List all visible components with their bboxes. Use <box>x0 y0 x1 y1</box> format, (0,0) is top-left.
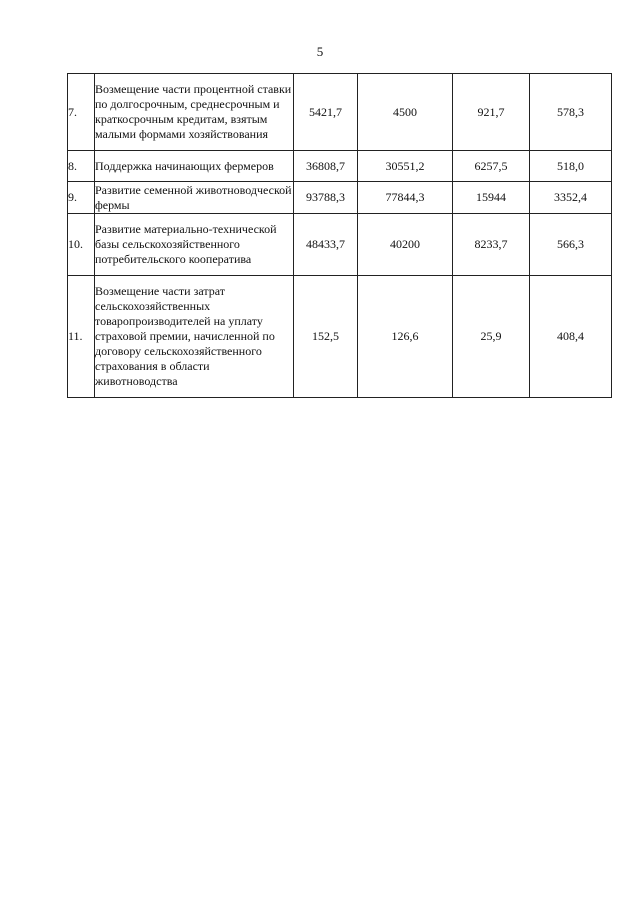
table-row <box>68 276 612 398</box>
value-col4: 566,3 <box>530 214 612 276</box>
value-col2: 30551,2 <box>358 151 453 182</box>
table-row <box>68 74 612 151</box>
row-number: 10. <box>68 214 95 276</box>
value-col3: 921,7 <box>453 74 530 151</box>
value-col3: 8233,7 <box>453 214 530 276</box>
value-col2: 40200 <box>358 214 453 276</box>
value-col3: 15944 <box>453 182 530 214</box>
row-name: Возмещение части процентной ставки по долгосрочным, среднесрочным и краткосрочным кредитам, взятым малыми формами хозяйствования <box>95 74 294 151</box>
row-name: Развитие материально-технической базы сельскохозяйственного потребительского кооператива <box>95 214 294 276</box>
value-total: 48433,7 <box>294 214 358 276</box>
value-col2: 126,6 <box>358 276 453 398</box>
value-col2: 4500 <box>358 74 453 151</box>
table-row <box>68 151 612 182</box>
table-row <box>68 214 612 276</box>
row-number: 7. <box>68 74 95 151</box>
value-total: 5421,7 <box>294 74 358 151</box>
page-number: 5 <box>316 44 324 59</box>
value-col3: 6257,5 <box>453 151 530 182</box>
value-total: 152,5 <box>294 276 358 398</box>
value-total: 93788,3 <box>294 182 358 214</box>
data-table <box>67 73 612 398</box>
row-name: Развитие семенной животноводческой фермы <box>95 182 292 212</box>
value-col4: 578,3 <box>530 74 612 151</box>
value-col3: 25,9 <box>453 276 530 398</box>
value-col2: 77844,3 <box>358 182 453 214</box>
value-total: 36808,7 <box>294 151 358 182</box>
table-row <box>68 182 612 214</box>
value-col4: 408,4 <box>530 276 612 398</box>
row-number: 9. <box>68 182 95 214</box>
row-number: 11. <box>68 276 95 398</box>
row-name: Возмещение части затрат сельскохозяйственных товаропроизводителей на уплату страховой премии, начисленной по договору сельскохозяйственного страхования в области животноводства <box>95 276 294 398</box>
row-number: 8. <box>68 151 95 182</box>
value-col4: 3352,4 <box>530 182 612 214</box>
row-name: Поддержка начинающих фермеров <box>95 151 294 182</box>
value-col4: 518,0 <box>530 151 612 182</box>
